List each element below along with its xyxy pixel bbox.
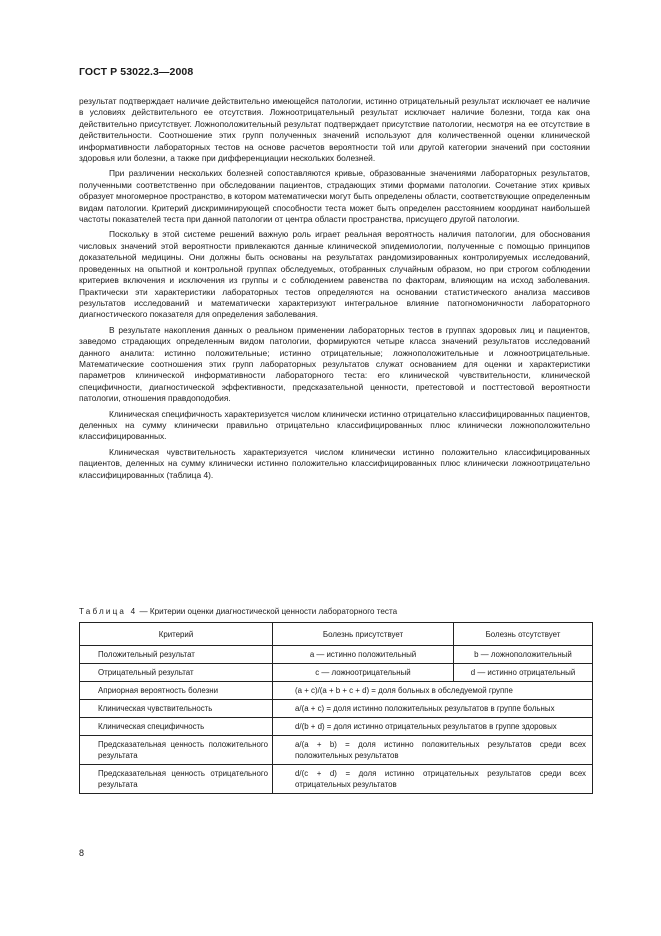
table-caption [79, 607, 397, 616]
table-header-cell: Болезнь присутствует [273, 623, 454, 646]
table-cell-formula: a/(a + c) = доля истинно положительных результатов в группе больных [273, 700, 593, 718]
table-header-cell: Критерий [80, 623, 273, 646]
table-row [80, 664, 593, 682]
table-caption-text: — Критерии оценки диагностической ценности лабораторного теста [137, 607, 398, 616]
paragraph: Клиническая чувствительность характеризуется числом клинически истинно положительно классифицированных пациентов, деленных на сумму клинически истинно положительно классифицированных плюс клинически ложноотрицательно классифицированных (таблица 4). [79, 446, 590, 480]
table-row [80, 682, 593, 700]
table-row [80, 718, 593, 736]
table-caption-label: Таблица 4 [79, 607, 138, 616]
table-header-cell: Болезнь отсутствует [454, 623, 593, 646]
paragraph: При различении нескольких болезней сопоставляются кривые, образованные значениями лабораторных результатов, полученными соответственно при обследовании пациентов, страдающих этими формами патологии. Сочетание этих кривых образует многомерное пространство, в котором математически могут быть определены области, соответствующие определенным видам патологии. Критерий дискриминирующей способности теста может быть определен расстоянием координат наибольшей частоты показателей теста при данной патологии от центра области пространства, присущего другой патологии. [79, 168, 590, 225]
table-cell-criterion: Положительный результат [80, 646, 273, 664]
table-cell-criterion: Клиническая чувствительность [80, 700, 273, 718]
table-cell-criterion: Априорная вероятность болезни [80, 682, 273, 700]
table-cell-criterion: Клиническая специфичность [80, 718, 273, 736]
table-cell-present: c — ложноотрицательный [273, 664, 454, 682]
table-cell-absent: b — ложноположительный [454, 646, 593, 664]
table-cell-formula: (a + c)/(a + b + c + d) = доля больных в обследуемой группе [273, 682, 593, 700]
body-text [79, 96, 590, 485]
table-row [80, 736, 593, 765]
paragraph: Клиническая специфичность характеризуется числом клинически истинно отрицательно классифицированных пациентов, деленных на сумму клинически правильно отрицательно классифицированных плюс клинически ложноположительно классифицированных. [79, 408, 590, 442]
table-row [80, 765, 593, 794]
paragraph: Поскольку в этой системе решений важную роль играет реальная вероятность наличия патологии, для обоснования числовых значений этой вероятности привлекаются данные клинической эпидемиологии, полученные с помощью принципов доказательной медицины. Они должны быть основаны на результатах рандомизированных контролируемых исследований, проведенных на опытной и контрольной группах обследуемых, отобранных случайным образом, но при строгом соблюдении критериев включения и исключения из группы и с соблюдением равенства по факторам, влияющим на исход заболевания. Практически эти характеристики лабораторных тестов определяются на основании статистического анализа массивов результатов исследований и математически характеризуют интегральное влияние патогномоничности лабораторного диагностического показателя для определения заболевания. [79, 229, 590, 320]
paragraph: результат подтверждает наличие действительно имеющейся патологии, истинно отрицательный результат исключает ее наличие в условиях действительного ее отсутствия. Ложноотрицательный результат исключает наличие болезни, тогда как она действительно присутствует. Ложноположительный результат подтверждает присутствие патологии, несмотря на ее отсутствие в действительности. Соотношение этих групп полученных значений используют для количественной оценки клинической информативности лабораторных тестов на основе расчетов вероятности той или другой категории значений при состоянии здоровья или болезни, а также при дифференциации нескольких болезней. [79, 96, 590, 164]
table-cell-formula: a/(a + b) = доля истинно положительных результатов среди всех положительных результатов [273, 736, 593, 765]
table-header-row [80, 623, 593, 646]
page-number: 8 [79, 848, 85, 858]
table-cell-formula: d/(c + d) = доля истинно отрицательных результатов среди всех отрицательных результатов [273, 765, 593, 794]
table-cell-absent: d — истинно отрицательный [454, 664, 593, 682]
table-row [80, 646, 593, 664]
table-cell-criterion: Отрицательный результат [80, 664, 273, 682]
criteria-table [79, 622, 593, 794]
table-cell-formula: d/(b + d) = доля истинно отрицательных результатов в группе здоровых [273, 718, 593, 736]
paragraph: В результате накопления данных о реальном применении лабораторных тестов в группах здоровых лиц и пациентов, заведомо страдающих определенным видом патологии, формируются четыре класса значений результатов исследований данного аналита: истинно положительные; истинно отрицательные; ложноположительные и ложноотрицательные. Математические соотношения этих групп лабораторных результатов служат основанием для оценки и характеристики параметров клинической информативности лабораторного теста: его клинической чувствительности, клинической специфичности, диагностической эффективности, предсказательной ценности, претестовой и посттестовой вероятности патологии, отношения правдоподобия. [79, 324, 590, 404]
table-row [80, 700, 593, 718]
table-cell-criterion: Предсказательная ценность положительного результата [80, 736, 273, 765]
table-cell-criterion: Предсказательная ценность отрицательного результата [80, 765, 273, 794]
table-cell-present: a — истинно положительный [273, 646, 454, 664]
document-header: ГОСТ Р 53022.3—2008 [79, 66, 194, 78]
